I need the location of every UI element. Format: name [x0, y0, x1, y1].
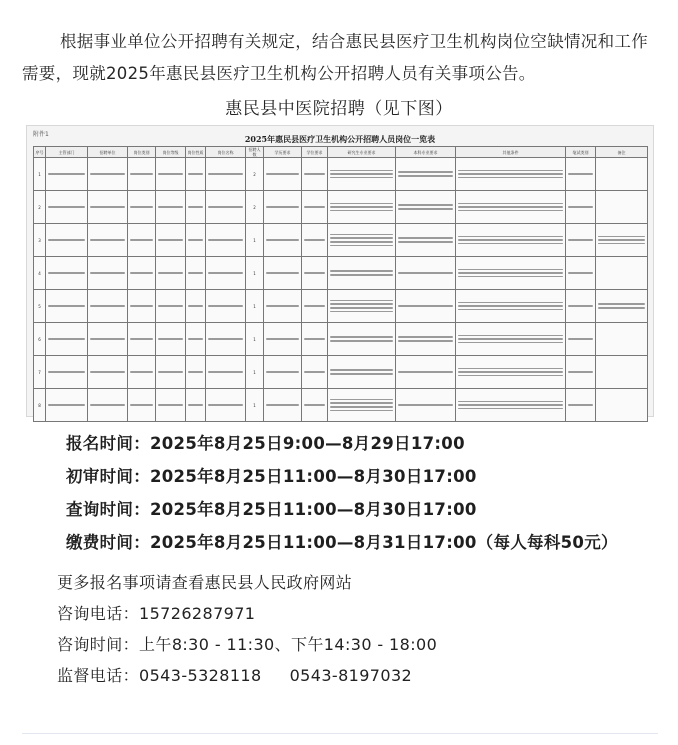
table-row [34, 290, 648, 323]
hours-row [57, 632, 657, 663]
signup-time-value: 2025年8月25日9:00—8月29日17:00 [150, 434, 465, 453]
row-number: 4 [34, 257, 46, 290]
header-cell: 岗位性质 [186, 147, 206, 158]
header-cell: 学历要求 [264, 147, 302, 158]
header-cell: 学位要求 [302, 147, 328, 158]
header-cell: 本科专业要求 [396, 147, 456, 158]
table-body [34, 158, 648, 422]
header-cell: 序号 [34, 147, 46, 158]
table-row [34, 257, 648, 290]
bottom-divider [22, 733, 658, 734]
row-count: 1 [246, 257, 264, 290]
table-title: 2025年惠民县医疗卫生机构公开招聘人员岗位一览表 [244, 134, 436, 144]
header-cell: 研究生专业要求 [328, 147, 396, 158]
header-cell: 招聘单位 [88, 147, 128, 158]
table-row [34, 323, 648, 356]
row-count: 1 [246, 224, 264, 257]
header-cell: 主管部门 [46, 147, 88, 158]
row-count: 1 [246, 356, 264, 389]
review-time-value: 2025年8月25日11:00—8月30日17:00 [150, 467, 477, 486]
intro-text: 根据事业单位公开招聘有关规定，结合惠民县医疗卫生机构岗位空缺情况和工作需要，现就2025年惠民县医疗卫生机构公开招聘人员有关事项公告。 [22, 32, 648, 83]
row-number: 2 [34, 191, 46, 224]
supervision-phone-1: 0543-5328118 [139, 666, 262, 685]
intro-paragraph [22, 26, 662, 90]
hours-value: 上午8:30 - 11:30、下午14:30 - 18:00 [139, 635, 438, 654]
row-number: 3 [34, 224, 46, 257]
payment-time-label: 缴费时间： [66, 533, 150, 552]
table-row [34, 224, 648, 257]
row-count: 1 [246, 389, 264, 422]
supervision-row [57, 663, 657, 694]
hours-label: 咨询时间： [57, 635, 140, 654]
row-number: 5 [34, 290, 46, 323]
signup-time-row [66, 430, 666, 463]
phone-number: 15726287971 [139, 604, 256, 623]
table-header-row [34, 147, 648, 158]
table-row [34, 389, 648, 422]
row-count: 1 [246, 290, 264, 323]
attachment-label: 附件1 [33, 131, 49, 138]
table-row [34, 158, 648, 191]
signup-time-label: 报名时间： [66, 434, 150, 453]
row-number: 8 [34, 389, 46, 422]
supervision-phone-2: 0543-8197032 [289, 666, 413, 685]
row-count: 2 [246, 191, 264, 224]
table-row [34, 191, 648, 224]
row-count: 1 [246, 323, 264, 356]
schedule-block [66, 430, 666, 562]
review-time-row [66, 463, 666, 496]
row-number: 7 [34, 356, 46, 389]
phone-label: 咨询电话： [57, 604, 140, 623]
table-row [34, 356, 648, 389]
section-subtitle: 惠民县中医院招聘（见下图） [225, 99, 453, 119]
payment-time-value: 2025年8月25日11:00—8月31日17:00（每人每科50元） [150, 533, 618, 552]
header-cell: 备注 [596, 147, 648, 158]
query-time-value: 2025年8月25日11:00—8月30日17:00 [150, 500, 477, 519]
header-cell: 招聘人数 [246, 147, 264, 158]
header-cell: 岗位等级 [156, 147, 186, 158]
row-count: 2 [246, 158, 264, 191]
row-number: 6 [34, 323, 46, 356]
phone-row [57, 601, 657, 632]
header-cell: 岗位名称 [206, 147, 246, 158]
review-time-label: 初审时间： [66, 467, 150, 486]
row-number: 1 [34, 158, 46, 191]
contact-block [57, 570, 657, 694]
header-cell: 笔试类别 [566, 147, 596, 158]
recruitment-table [33, 146, 648, 422]
more-info-text: 更多报名事项请查看惠民县人民政府网站 [57, 573, 353, 592]
header-cell: 岗位类别 [128, 147, 156, 158]
query-time-row [66, 496, 666, 529]
header-cell: 其他条件 [456, 147, 566, 158]
recruitment-table-image [26, 125, 654, 417]
payment-time-row [66, 529, 666, 562]
supervision-label: 监督电话： [57, 666, 140, 685]
query-time-label: 查询时间： [66, 500, 150, 519]
